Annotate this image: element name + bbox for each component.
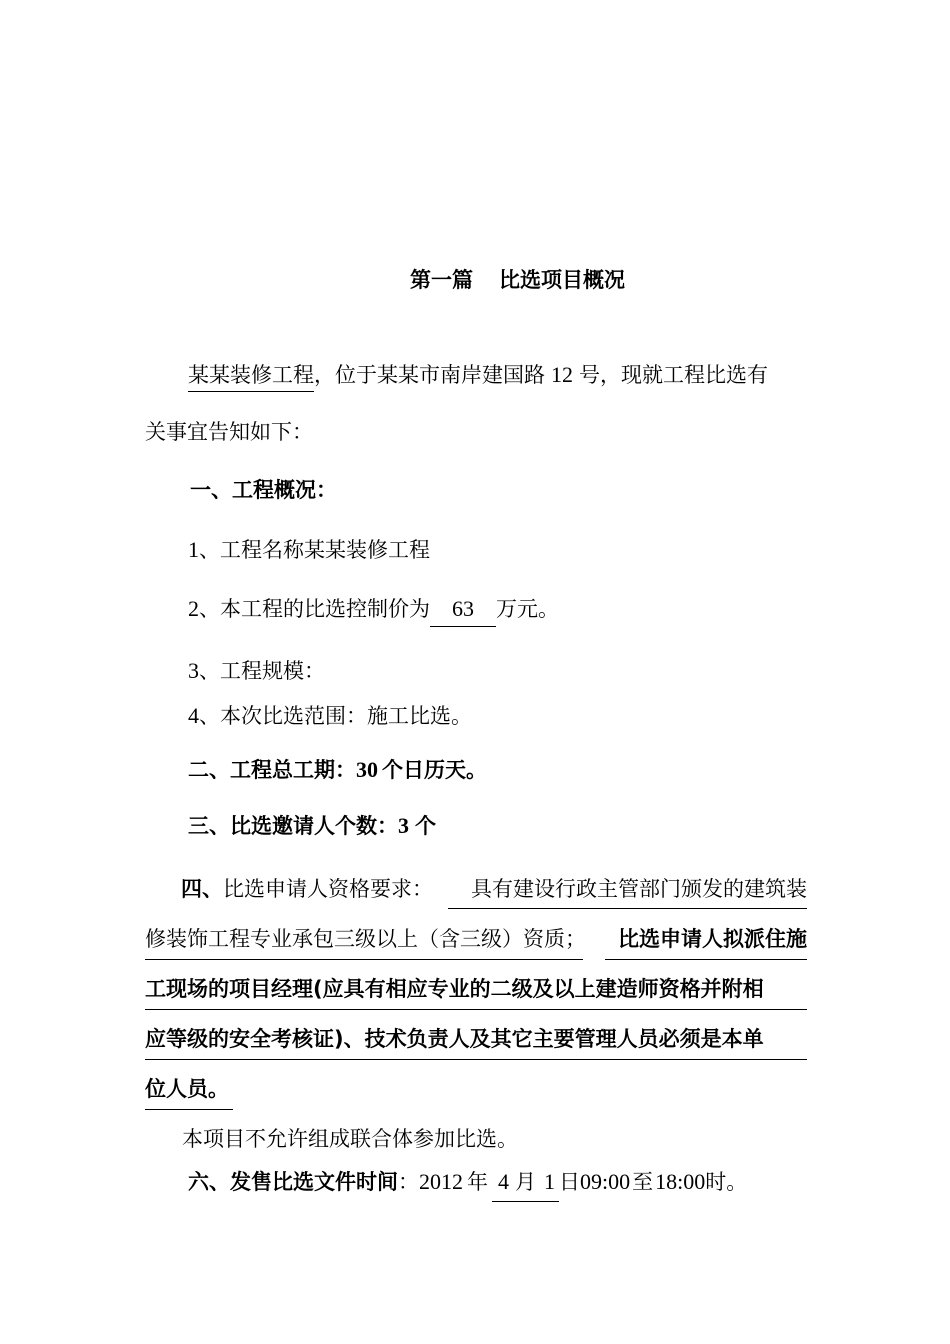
section-4-line-4: 应等级的安全考核证)、技术负责人及其它主要管理人员必须是本单 [145,1027,764,1051]
underline [605,959,807,960]
consortium-note: 本项目不允许组成联合体参加比选。 [182,1127,518,1151]
control-price: 63 [430,594,496,627]
address-number: 12 [551,362,573,387]
invitee-count: 3 [398,813,409,838]
duration-days: 30 [356,757,378,782]
underline [145,1009,807,1010]
page-title [410,265,625,295]
underline [145,959,583,960]
section-4-line-5: 位人员。 [145,1077,229,1101]
intro-line-2: 关事宜告知如下： [145,420,313,444]
underline [145,1059,807,1060]
sale-start: 09:00 [580,1169,631,1194]
underline [448,908,807,909]
sale-month: 4 [498,1169,509,1194]
section-1-title: 一、工程概况： [190,478,337,502]
item-1: 1、工程名称某某装修工程 [188,537,430,562]
section-6: 六、发售比选文件时间：2012 年 4 月 1 日09:00至18:00时。 [188,1167,747,1202]
section-2: 二、工程总工期：30 个日历天。 [188,757,487,782]
sale-year: 2012 [419,1169,463,1194]
part-title: 比选项目概况 [499,268,625,292]
project-name: 某某装修工程 [188,363,314,392]
item-3: 3、工程规模： [188,658,325,683]
part-label: 第一篇 [410,268,473,292]
section-3: 三、比选邀请人个数：3 个 [188,813,436,838]
item-4: 4、本次比选范围：施工比选。 [188,703,472,728]
sale-end: 18:00 [655,1169,706,1194]
section-4-line-1: 四、比选申请人资格要求： 具有建设行政主管部门颁发的建筑装 [181,877,807,901]
sale-day: 1 [544,1169,555,1194]
intro-line-1: 某某装修工程，位于某某市南岸建国路 12 号，现就工程比选有 [188,360,768,390]
section-4-line-3: 工现场的项目经理(应具有相应专业的二级及以上建造师资格并附相 [145,977,764,1001]
section-4-line-2: 修装饰工程专业承包三级以上（含三级）资质； 比选申请人拟派住施 [145,927,807,951]
underline [145,1109,233,1110]
item-2: 2、本工程的比选控制价为 63 万元。 [188,594,559,627]
month-day-blank: 4 月 1 [492,1167,559,1202]
